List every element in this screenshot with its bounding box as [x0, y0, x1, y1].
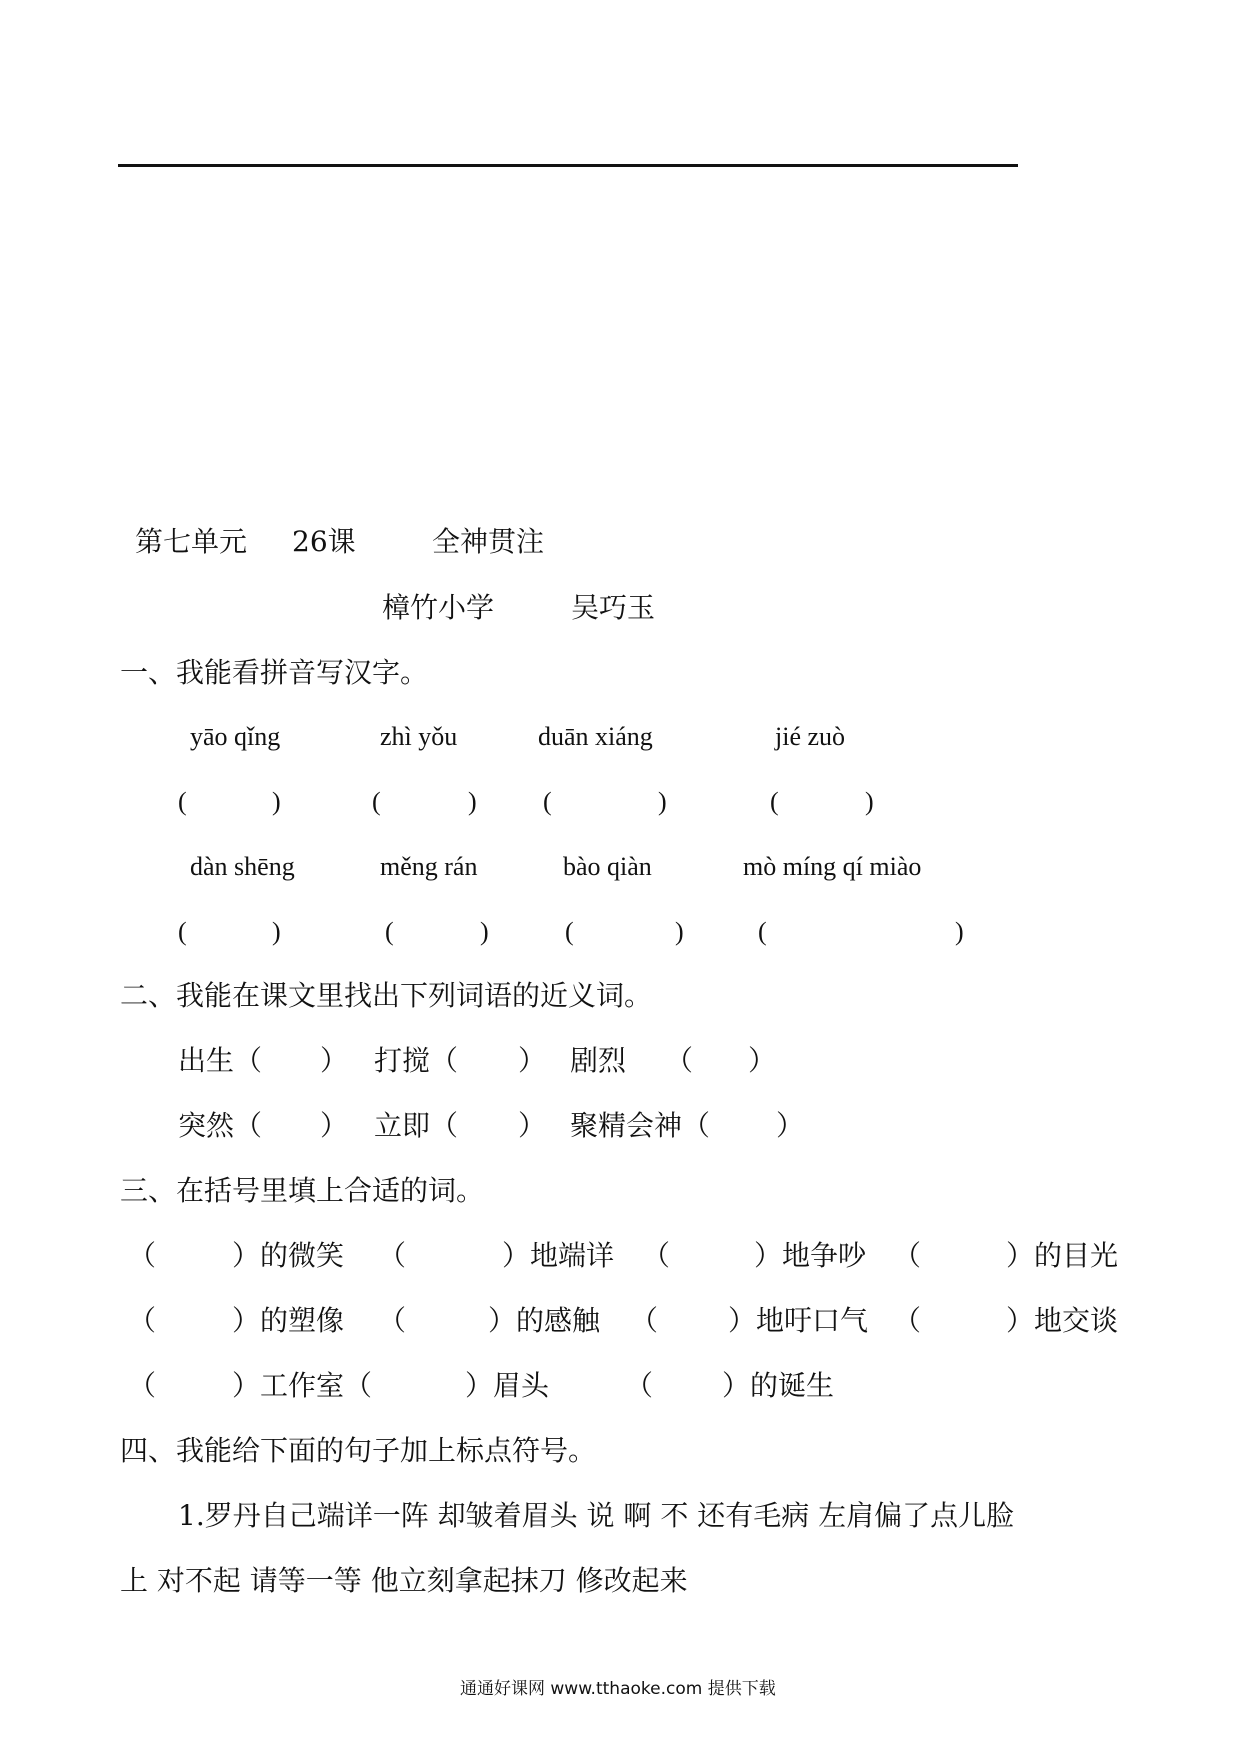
paren-close-7: )	[675, 917, 684, 946]
paren-open-7: (	[565, 917, 574, 946]
section1-heading: 一、我能看拼音写汉字。	[120, 656, 429, 689]
lesson-title: 全神贯注	[432, 525, 545, 558]
fill-7-open: （	[630, 1304, 659, 1337]
paren-close-1: )	[272, 787, 281, 816]
section4-heading: 四、我能给下面的句子加上标点符号。	[120, 1434, 597, 1467]
paren-close-2: )	[468, 787, 477, 816]
paren-close-6: )	[480, 917, 489, 946]
synonym-2-close: ）	[518, 1044, 547, 1077]
fill-5: ）的塑像	[232, 1304, 345, 1337]
synonym-6: 聚精会神（	[570, 1109, 711, 1142]
pinyin-8: mò míng qí miào	[743, 852, 922, 881]
fill-2-open: （	[378, 1239, 407, 1272]
section2-heading: 二、我能在课文里找出下列词语的近义词。	[120, 979, 653, 1012]
pinyin-4: jié zuò	[775, 722, 846, 751]
pinyin-6: měng rán	[380, 852, 478, 881]
paren-open-1: (	[178, 787, 187, 816]
paren-open-6: (	[385, 917, 394, 946]
fill-9: ）工作室（	[232, 1369, 373, 1402]
synonym-1-close: ）	[320, 1044, 349, 1077]
fill-9-open: （	[128, 1369, 157, 1402]
fill-4: ）的目光	[1006, 1239, 1119, 1272]
fill-2: ）地端详	[502, 1239, 615, 1272]
paren-close-8: )	[955, 917, 964, 946]
fill-7: ）地吁口气	[728, 1304, 869, 1337]
fill-6-open: （	[378, 1304, 407, 1337]
synonym-3-close: ）	[748, 1044, 777, 1077]
paren-open-4: (	[770, 787, 779, 816]
fill-4-open: （	[893, 1239, 922, 1272]
synonym-1: 出生（	[178, 1044, 263, 1077]
paren-close-3: )	[658, 787, 667, 816]
fill-11-open: （	[625, 1369, 654, 1402]
synonym-4: 突然（	[178, 1109, 263, 1142]
school-name: 樟竹小学	[382, 591, 495, 624]
synonym-3: 剧烈	[570, 1044, 627, 1077]
fill-8-open: （	[893, 1304, 922, 1337]
unit-label: 第七单元	[135, 525, 248, 558]
pinyin-3: duān xiáng	[538, 722, 653, 751]
top-rule	[118, 164, 1018, 167]
footer-source: 通通好课网 www.tthaoke.com 提供下载	[460, 1679, 776, 1699]
pinyin-5: dàn shēng	[190, 852, 295, 881]
punctuation-sentence-line2: 上 对不起 请等一等 他立刻拿起抹刀 修改起来	[120, 1564, 688, 1597]
synonym-2: 打搅（	[374, 1044, 459, 1077]
fill-10: ）眉头	[465, 1369, 550, 1402]
punctuation-sentence-line1: 1.罗丹自己端详一阵 却皱着眉头 说 啊 不 还有毛病 左肩偏了点儿脸	[178, 1499, 1015, 1532]
paren-open-8: (	[758, 917, 767, 946]
fill-1: ）的微笑	[232, 1239, 345, 1272]
pinyin-7: bào qiàn	[563, 852, 652, 881]
paren-open-5: (	[178, 917, 187, 946]
synonym-5: 立即（	[374, 1109, 459, 1142]
fill-1-open: （	[128, 1239, 157, 1272]
paren-close-4: )	[865, 787, 874, 816]
fill-3-open: （	[642, 1239, 671, 1272]
synonym-5-close: ）	[518, 1109, 547, 1142]
fill-11: ）的诞生	[722, 1369, 835, 1402]
pinyin-2: zhì yǒu	[380, 722, 458, 751]
fill-3: ）地争吵	[754, 1239, 867, 1272]
synonym-6-close: ）	[776, 1109, 805, 1142]
paren-open-3: (	[543, 787, 552, 816]
paren-close-5: )	[272, 917, 281, 946]
pinyin-1: yāo qǐng	[190, 722, 281, 751]
fill-5-open: （	[128, 1304, 157, 1337]
paren-open-2: (	[372, 787, 381, 816]
fill-8: ）地交谈	[1006, 1304, 1119, 1337]
synonym-4-close: ）	[320, 1109, 349, 1142]
author-name: 吴巧玉	[571, 591, 656, 624]
section3-heading: 三、在括号里填上合适的词。	[120, 1174, 485, 1207]
fill-6: ）的感触	[488, 1304, 601, 1337]
lesson-label: 26课	[292, 525, 356, 558]
synonym-3-open: （	[665, 1044, 694, 1077]
